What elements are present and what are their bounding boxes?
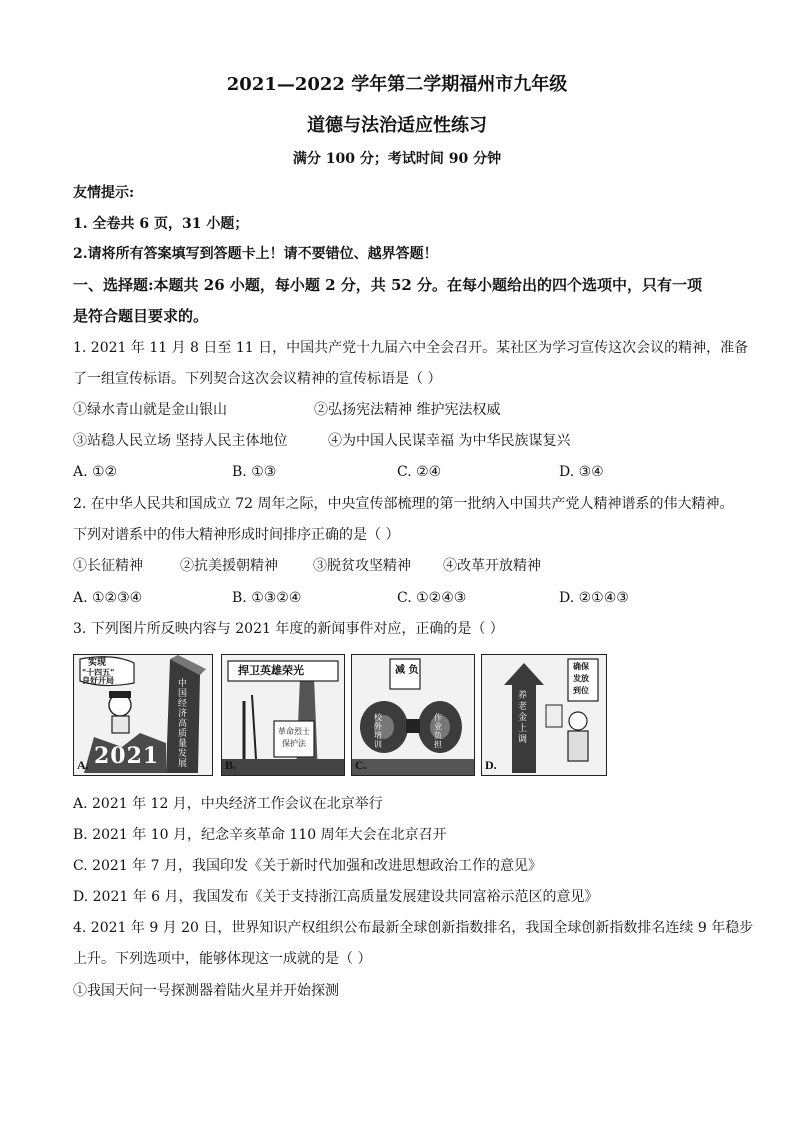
notes-heading: 友情提示:	[73, 185, 135, 201]
panel-a-bubble-3: 良好开局	[82, 675, 114, 685]
panel-d-sign-1: 确保	[573, 661, 589, 671]
q2-option-c: C. ①②④③	[397, 590, 467, 606]
q2-item-2: ②抗美援朝精神	[180, 558, 278, 574]
panel-c-sign: 减 负	[395, 665, 419, 676]
q1-option-c: C. ②④	[397, 464, 442, 480]
q1-item-1: ①绿水青山就是金山银山	[73, 402, 227, 418]
q2-option-d: D. ②①④③	[559, 590, 629, 606]
q2-option-b: B. ①③②④	[232, 590, 302, 606]
exam-subtitle: 道德与法治适应性练习	[307, 115, 487, 136]
q3-option-b: B. 2021 年 10 月，纪念辛亥革命 110 周年大会在北京召开	[73, 827, 447, 843]
panel-b-label: B.	[225, 758, 237, 772]
panel-a-bubble-2: "十四五"	[82, 667, 115, 677]
q3-option-a: A. 2021 年 12 月，中央经济工作会议在北京举行	[73, 796, 383, 812]
q3-stem: 3. 下列图片所反映内容与 2021 年度的新闻事件对应，正确的是（ ）	[73, 621, 504, 637]
note-2: 2.请将所有答案填写到答题卡上！请不要错位、越界答题！	[73, 246, 438, 262]
q2-item-4: ④改革开放精神	[443, 558, 541, 574]
q1-item-2: ②弘扬宪法精神 维护宪法权威	[314, 402, 501, 418]
q1-stem-line1: 1. 2021 年 11 月 8 日至 11 日，中国共产党十九届六中全会召开。某社区为学习宣传这次会议的精神，准备	[73, 340, 749, 356]
q1-option-d: D. ③④	[559, 464, 604, 480]
q3-panel-a	[73, 654, 213, 776]
panel-b-banner: 捍卫英雄荣光	[238, 664, 304, 677]
panel-d-label: D.	[485, 758, 497, 772]
panel-a-bubble-1: 实现	[88, 658, 107, 668]
panel-d-sign-2: 发放	[573, 673, 589, 683]
panel-a-year: 2021	[94, 743, 160, 769]
q2-item-3: ③脱贫攻坚精神	[313, 558, 411, 574]
panel-b-sign-line2: 保护法	[282, 739, 306, 748]
q3-panel-d	[481, 654, 607, 776]
note-1: 1. 全卷共 6 页，31 小题；	[73, 216, 249, 232]
q3-option-c: C. 2021 年 7 月，我国印发《关于新时代加强和改进思想政治工作的意见》	[73, 858, 542, 874]
q2-option-a: A. ①②③④	[73, 590, 143, 606]
q2-stem-line1: 2. 在中华人民共和国成立 72 周年之际，中央宣传部梳理的第一批纳入中国共产党人精神谱系的伟大精神。	[73, 496, 734, 512]
q1-option-b: B. ①③	[232, 464, 277, 480]
panel-c-label: C.	[355, 758, 367, 772]
q4-item-1: ①我国天问一号探测器着陆火星并开始探测	[73, 983, 339, 999]
panel-c-wheel-right: 作业负担	[434, 713, 442, 749]
exam-info: 满分 100 分；考试时间 90 分钟	[292, 151, 502, 167]
q3-panel-c	[351, 654, 475, 776]
q1-item-4: ④为中国人民谋幸福 为中华民族谋复兴	[328, 433, 571, 449]
section-1-instructions-line2: 是符合题目要求的。	[73, 307, 209, 325]
q3-cartoon-strip	[73, 654, 725, 776]
section-1-instructions-line1: 一、选择题:本题共 26 小题，每小题 2 分，共 52 分。在每小题给出的四个选项中，只有一项	[73, 276, 703, 294]
q2-item-1: ①长征精神	[73, 558, 143, 574]
panel-a-label: A.	[77, 758, 89, 772]
panel-c-wheel-left: 校外培训	[374, 713, 382, 749]
q3-panel-b	[221, 654, 345, 776]
panel-b-sign-line1: 革命烈士	[278, 727, 310, 736]
q4-stem-line2: 上升。下列选项中，能够体现这一成就的是（ ）	[73, 951, 372, 967]
q1-item-3: ③站稳人民立场 坚持人民主体地位	[73, 433, 288, 449]
q2-stem-line2: 下列对谱系中的伟大精神形成时间排序正确的是（ ）	[73, 527, 400, 543]
panel-a-pillar-text: 中国经济高质量发展	[178, 679, 188, 769]
q1-option-a: A. ①②	[73, 464, 118, 480]
exam-title: 2021—2022 学年第二学期福州市九年级	[226, 74, 568, 95]
panel-d-sign-3: 到位	[573, 685, 589, 695]
q1-stem-line2: 了一组宣传标语。下列契合这次会议精神的宣传标语是（ ）	[73, 371, 442, 387]
q4-stem-line1: 4. 2021 年 9 月 20 日，世界知识产权组织公布最新全球创新指数排名，我国全球创新指数排名连续 9 年稳步	[73, 920, 754, 936]
panel-d-arrow-text: 养老金上调	[518, 691, 528, 745]
q3-option-d: D. 2021 年 6 月，我国发布《关于支持浙江高质量发展建设共同富裕示范区的意见》	[73, 889, 599, 905]
